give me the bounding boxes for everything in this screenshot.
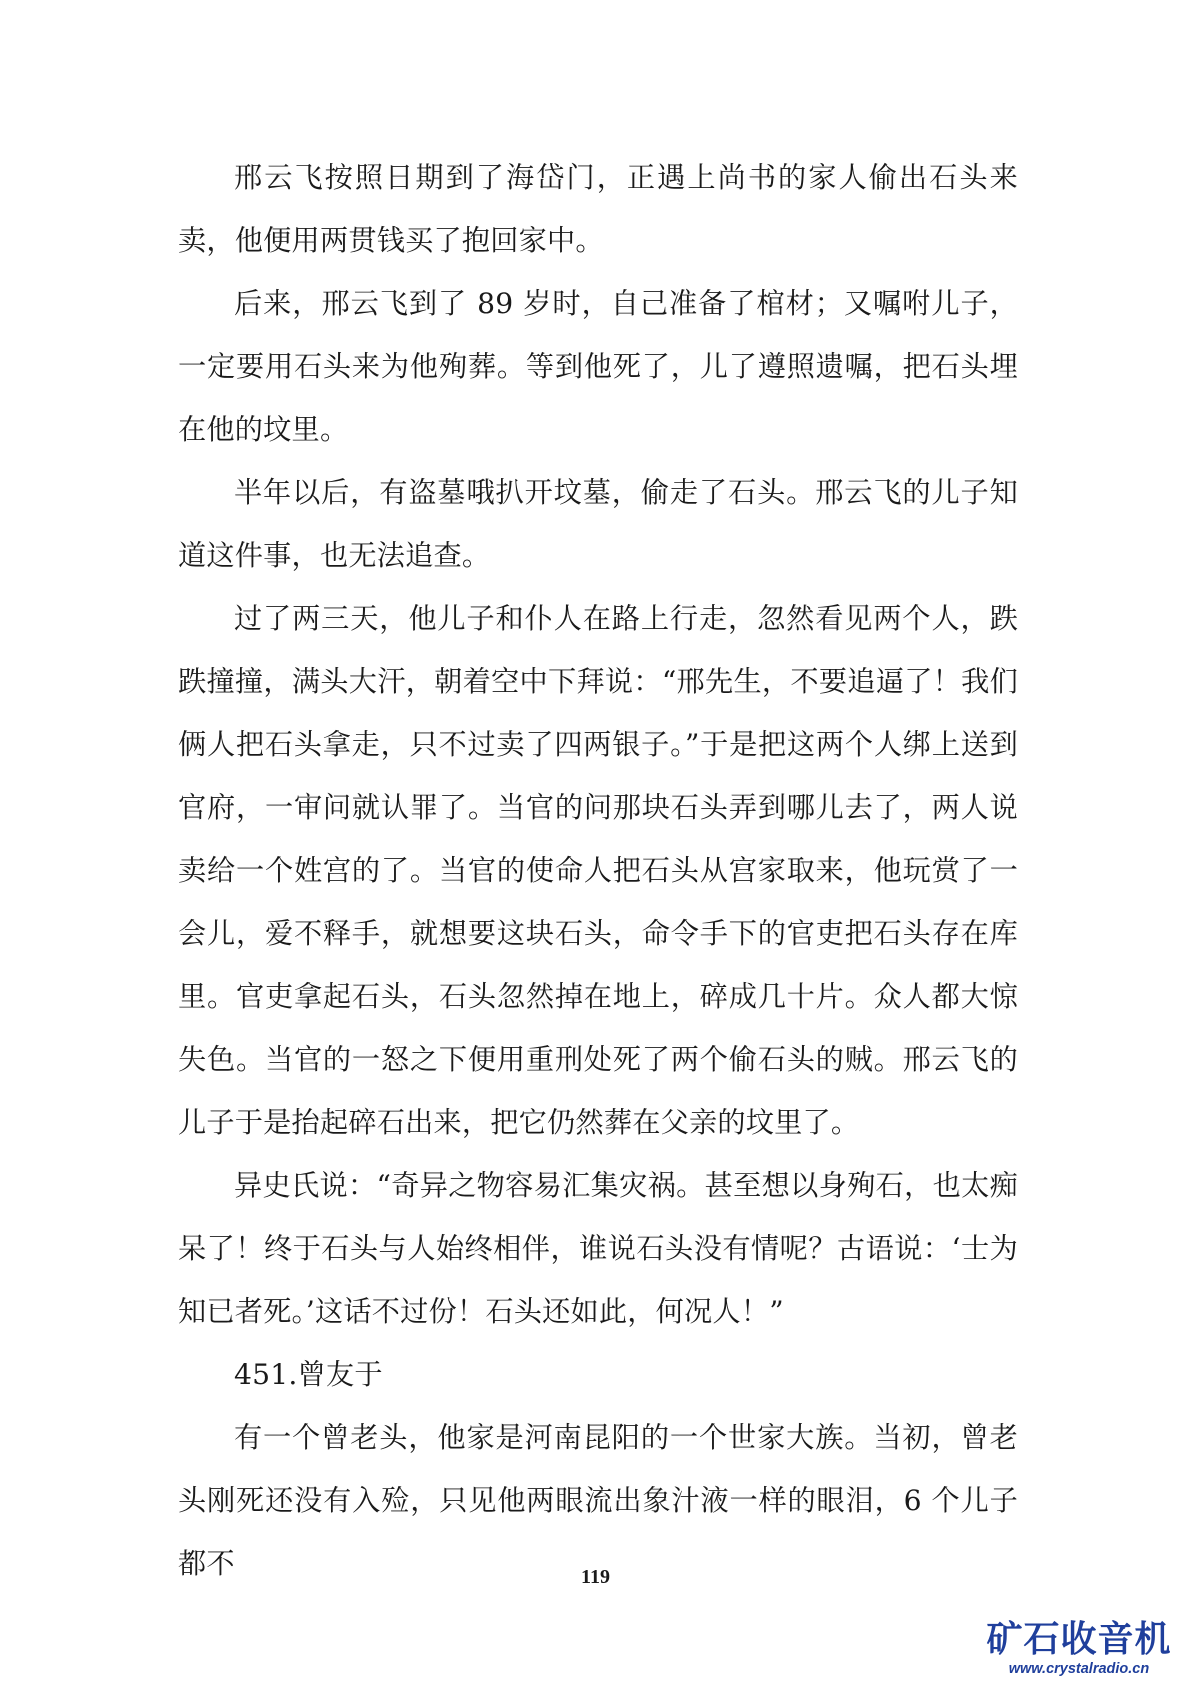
paragraph-2: 后来，邢云飞到了 89 岁时，自己准备了棺材；又嘱咐儿子，一定要用石头来为他殉葬。等到他死了，儿了遵照遗嘱，把石头埋在他的坟里。 — [178, 287, 1018, 446]
watermark-logo — [981, 1620, 1177, 1678]
section-heading: 451.曾友于 — [234, 1358, 383, 1391]
paragraph-4: 过了两三天，他儿子和仆人在路上行走，忽然看见两个人，跌跌撞撞，满头大汗，朝着空中下拜说：“邢先生，不要追逼了！我们俩人把石头拿走，只不过卖了四两银子。”于是把这两个人绑上送到官府，一审问就认罪了。当官的问那块石头弄到哪儿去了，两人说卖给一个姓宫的了。当官的使命人把石头从宫家取来，他玩赏了一会儿，爱不释手，就想要这块石头，命令手下的官吏把石头存在库里。官吏拿起石头，石头忽然掉在地上，碎成几十片。众人都大惊失色。当官的一怒之下便用重刑处死了两个偷石头的贼。邢云飞的儿子于是抬起碎石出来，把它仍然葬在父亲的坟里了。 — [178, 602, 1018, 1139]
paragraph-6: 有一个曾老头，他家是河南昆阳的一个世家大族。当初，曾老头刚死还没有入殓，只见他两眼流出象汁液一样的眼泪，6 个儿子都不 — [178, 1421, 1018, 1580]
body-text — [178, 146, 1018, 1595]
paragraph-1: 邢云飞按照日期到了海岱门，正遇上尚书的家人偷出石头来卖，他便用两贯钱买了抱回家中。 — [178, 161, 1018, 257]
paragraph-5: 异史氏说：“奇异之物容易汇集灾祸。甚至想以身殉石，也太痴呆了！终于石头与人始终相伴，谁说石头没有情呢？古语说：‘士为知已者死。’这话不过份！石头还如此，何况人！” — [178, 1169, 1018, 1328]
watermark-url: www.crystalradio.cn — [1008, 1661, 1150, 1677]
watermark-title: 矿石收音机 — [986, 1619, 1172, 1660]
page-number: 119 — [581, 1566, 610, 1588]
paragraph-3: 半年以后，有盗墓哦扒开坟墓，偷走了石头。邢云飞的儿子知道这件事，也无法追查。 — [178, 476, 1018, 572]
